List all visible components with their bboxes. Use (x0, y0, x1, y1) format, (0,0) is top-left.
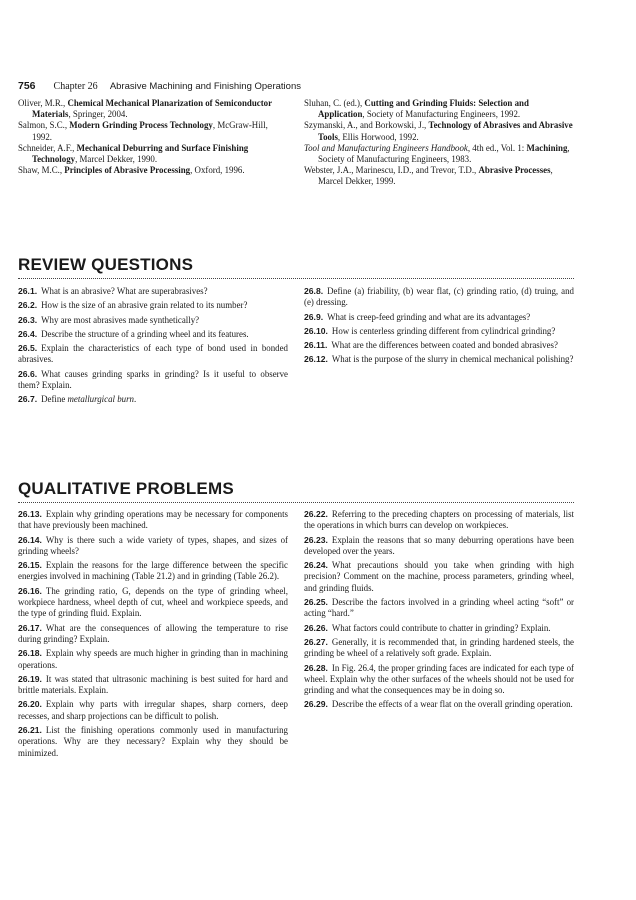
question-number: 26.19. (18, 673, 42, 684)
reference-publisher: , Marcel Dekker, 1999. (318, 165, 553, 187)
review-questions-heading: REVIEW QUESTIONS (18, 255, 574, 279)
question-item (304, 663, 574, 697)
question-text: Explain why parts with irregular shapes, sharp corners, deep recesses, and sharp projections can be difficult to polish. (18, 699, 288, 721)
question-number: 26.15. (18, 560, 42, 571)
question-text: Why is there such a wide variety of types, shapes, and sizes of grinding wheels? (18, 534, 288, 556)
question-text: What causes grinding sparks in grinding? Is it useful to observe them? Explain. (18, 368, 288, 391)
question-text: The grinding ratio, G, depends on the type of grinding wheel, workpiece hardness, wheel depth of cut, wheel and workpiece speeds, and the type of grinding fluid. Explain. (18, 585, 288, 619)
question-item (304, 326, 574, 337)
question-item (18, 648, 288, 671)
question-text: How is the size of an abrasive grain related to its number? (41, 300, 248, 311)
question-text: . (133, 394, 137, 405)
question-number: 26.29. (304, 699, 328, 710)
question-text: What precautions should you take when grinding with high precision? Comment on the machine, process parameters, grinding wheel, and grinding fluids. (304, 560, 574, 593)
question-item (304, 623, 574, 634)
question-text: Define (41, 394, 68, 405)
reference-title: Technology of Abrasives and Abrasive Tools (318, 120, 573, 142)
qualitative-problems-right-column (304, 509, 574, 762)
question-number: 26.7. (18, 394, 38, 405)
question-item (18, 725, 288, 759)
question-item (304, 699, 574, 710)
reference-publisher: , McGraw-Hill, 1992. (32, 120, 268, 142)
reference-publisher: , 4th ed., Vol. 1: (467, 142, 527, 153)
question-number: 26.16. (18, 585, 42, 596)
question-number: 26.6. (18, 368, 38, 379)
question-item (304, 560, 574, 594)
question-number: 26.3. (18, 314, 38, 325)
question-number: 26.4. (18, 328, 38, 339)
question-item (304, 597, 574, 620)
question-text: What is the purpose of the slurry in chemical mechanical polishing? (331, 354, 574, 365)
reference-authors: Oliver, M.R., (18, 98, 68, 108)
reference-authors: Schneider, A.F., (18, 142, 77, 153)
question-item (18, 509, 288, 532)
references-right-column (304, 98, 574, 188)
question-number: 26.28. (304, 662, 328, 673)
question-text: What are the consequences of allowing the temperature to rise during grinding? Explain. (18, 622, 288, 644)
reference-authors: Shaw, M.C., (18, 165, 65, 176)
reference-publisher: , Marcel Dekker, 1990. (75, 154, 158, 165)
reference-authors: Salmon, S.C., (18, 120, 70, 131)
reference-publisher: , Ellis Horwood, 1992. (337, 131, 419, 142)
question-item (18, 329, 288, 340)
question-number: 26.13. (18, 509, 42, 519)
reference-title: Principles of Abrasive Processing (64, 165, 191, 176)
question-item (18, 674, 288, 697)
reference-publisher: , Oxford, 1996. (190, 165, 245, 176)
reference-publisher: , Society of Manufacturing Engineers, 1983. (318, 142, 570, 165)
question-item (18, 535, 288, 558)
question-number: 26.12. (304, 354, 328, 365)
chapter-label: Chapter 26 (53, 81, 98, 92)
qualitative-problems (18, 509, 574, 762)
review-questions-right-column (304, 286, 574, 409)
question-number: 26.5. (18, 343, 38, 354)
question-item (18, 343, 288, 366)
question-item (18, 286, 288, 297)
question-number: 26.17. (18, 622, 42, 633)
question-text: Referring to the preceding chapters on processing of materials, list the operations in which burrs can develop on workpieces. (304, 509, 574, 531)
question-text: What are the differences between coated and bonded abrasives? (331, 340, 558, 351)
reference-entry (304, 143, 574, 165)
question-text: Explain the characteristics of each type of bond used in bonded abrasives. (18, 343, 288, 365)
reference-title: Machining (526, 142, 568, 153)
question-item (304, 340, 574, 351)
question-number: 26.2. (18, 300, 38, 311)
question-text: Describe the effects of a wear flat on the overall grinding operation. (331, 699, 573, 710)
question-text: Explain the reasons that so many deburring operations have been developed over the years. (304, 534, 574, 556)
question-item (304, 535, 574, 558)
reference-title: Chemical Mechanical Planarization of Semiconductor Materials (32, 98, 272, 120)
reference-title: Modern Grinding Process Technology (69, 120, 213, 131)
question-number: 26.10. (304, 325, 328, 336)
question-item (304, 354, 574, 365)
question-number: 26.20. (18, 699, 42, 710)
question-text: What is creep-feed grinding and what are its advantages? (327, 311, 531, 322)
references-left-column (18, 98, 288, 188)
page-header (18, 80, 301, 92)
reference-authors: Webster, J.A., Marinescu, I.D., and Trevor, T.D., (304, 165, 479, 176)
review-questions (18, 286, 574, 409)
question-text: Define (a) friability, (b) wear flat, (c) grinding ratio, (d) truing, and (e) dressing. (304, 286, 574, 308)
question-item (304, 637, 574, 660)
reference-entry (18, 143, 288, 165)
question-number: 26.24. (304, 560, 328, 571)
question-text: In Fig. 26.4, the proper grinding faces are indicated for each type of wheel. Explain why the other surfaces of the wheels should not be used for grinding and what the consequences may be in doing so. (304, 662, 574, 696)
reference-title: Mechanical Deburring and Surface Finishing Technology (32, 142, 249, 165)
question-number: 26.25. (304, 597, 328, 608)
question-text: List the finishing operations commonly used in manufacturing operations. Why are they necessary? Explain why they should be minimized. (18, 725, 288, 758)
reference-title: Abrasive Processes (478, 165, 551, 176)
reference-entry (304, 98, 574, 120)
question-number: 26.1. (18, 286, 38, 296)
question-item (18, 623, 288, 646)
question-number: 26.22. (304, 509, 328, 519)
running-head (54, 81, 301, 92)
question-item (18, 560, 288, 583)
question-item (18, 394, 288, 405)
question-number: 26.18. (18, 648, 42, 659)
reference-entry (304, 120, 574, 142)
question-item (304, 509, 574, 532)
question-item (18, 369, 288, 392)
reference-entry (304, 165, 574, 187)
reference-title: Cutting and Grinding Fluids: Selection and Application (318, 98, 529, 120)
question-number: 26.26. (304, 622, 328, 633)
question-text: Generally, it is recommended that, in grinding hardened steels, the grinding be wheel of a relatively soft grade. Explain. (304, 636, 574, 659)
question-item (304, 286, 574, 309)
reference-entry (18, 165, 288, 176)
review-questions-left-column (18, 286, 288, 409)
question-text: Describe the factors involved in a grinding wheel acting “soft” or acting “hard.” (304, 597, 574, 619)
chapter-title: Abrasive Machining and Finishing Operations (109, 81, 301, 92)
question-number: 26.11. (304, 340, 328, 351)
question-number: 26.27. (304, 636, 328, 647)
question-text: It was stated that ultrasonic machining is best suited for hard and brittle materials. Explain. (18, 673, 288, 696)
references (18, 98, 574, 188)
page-number: 756 (18, 80, 36, 92)
question-text: Why are most abrasives made synthetically? (41, 314, 200, 325)
qualitative-problems-heading: QUALITATIVE PROBLEMS (18, 479, 574, 503)
question-text: What factors could contribute to chatter in grinding? Explain. (331, 622, 551, 633)
question-text: Explain why speeds are much higher in grinding than in machining operations. (18, 648, 288, 670)
question-text: Describe the structure of a grinding wheel and its features. (41, 328, 249, 339)
question-text: How is centerless grinding different from cylindrical grinding? (331, 325, 556, 336)
question-item (18, 315, 288, 326)
question-item (18, 586, 288, 620)
question-text: Explain the reasons for the large difference between the specific energies involved in machining (Table 21.2) and in grinding (Table 26.2). (18, 560, 288, 582)
qualitative-problems-left-column (18, 509, 288, 762)
question-item (304, 312, 574, 323)
reference-entry (18, 120, 288, 142)
question-number: 26.8. (304, 286, 324, 296)
question-item (18, 300, 288, 311)
question-item (18, 699, 288, 722)
reference-publisher: , Society of Manufacturing Engineers, 1992. (362, 109, 521, 120)
question-text: What is an abrasive? What are superabrasives? (41, 286, 208, 296)
reference-entry (18, 98, 288, 120)
question-number: 26.14. (18, 534, 42, 545)
question-number: 26.9. (304, 311, 324, 322)
question-text: Explain why grinding operations may be necessary for components that have previously been machined. (18, 509, 288, 531)
question-term: metallurgical burn (67, 394, 134, 405)
question-number: 26.21. (18, 725, 42, 736)
reference-authors: Szymanski, A., and Borkowski, J., (304, 120, 429, 131)
reference-publisher: , Springer, 2004. (68, 109, 128, 120)
reference-authors: Sluhan, C. (ed.), (304, 98, 365, 108)
reference-title: Tool and Manufacturing Engineers Handbook (304, 142, 468, 153)
question-number: 26.23. (304, 534, 328, 545)
